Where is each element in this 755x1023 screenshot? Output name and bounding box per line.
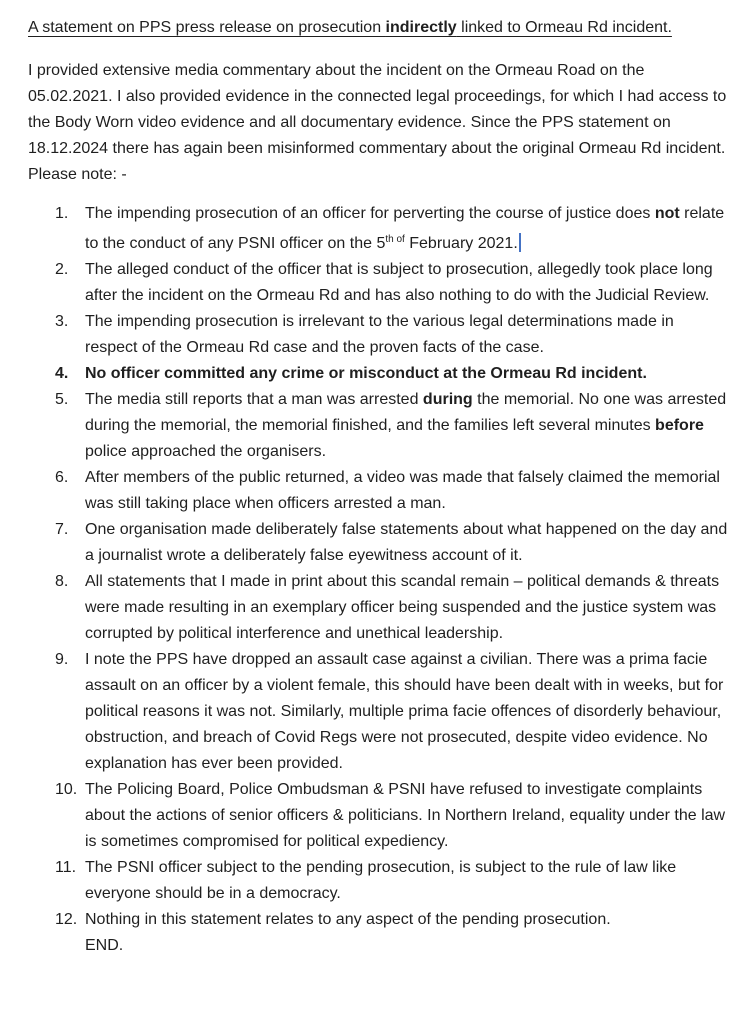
list-item-text: The Policing Board, Police Ombudsman & PSNI have refused to investigate complaints about the actions of senior officers & politicians. In Northern Ireland, equality under the law is sometimes compromised for political expediency. [85, 781, 726, 850]
list-item-text: No officer committed any crime or misconduct at the Ormeau Rd incident. [85, 365, 647, 382]
list-item [55, 361, 729, 387]
list-item-text: I note the PPS have dropped an assault case against a civilian. There was a prima facie assault on an officer by a violent female, this should have been dealt with in weeks, but for political reasons it was not. Similarly, multiple prima facie offences of disorderly behaviour, obstruction, and breach of Covid Regs were not prosecuted, despite video evidence. No explanation has ever been provided. [85, 651, 724, 772]
list-item [55, 907, 729, 959]
list-item-number: 7. [55, 521, 69, 538]
list-item-text: The impending prosecution is irrelevant to the various legal determinations made in respect of the Ormeau Rd case and the proven facts of the case. [85, 313, 674, 356]
list-item-text: The PSNI officer subject to the pending prosecution, is subject to the rule of law like everyone should be in a democracy. [85, 859, 677, 902]
list-item-text: The impending prosecution of an officer for perverting the course of justice does not relate to the conduct of any PSNI officer on the $5^{th of}$ February 2021. [85, 205, 725, 252]
list-item-text: After members of the public returned, a video was made that falsely claimed the memorial was still taking place when officers arrested a man. [85, 469, 720, 512]
list-item-number: 3. [55, 313, 69, 330]
document-title: A statement on PPS press release on prosecution indirectly linked to Ormeau Rd incident. [28, 19, 672, 36]
list-item-text: Nothing in this statement relates to any aspect of the pending prosecution. END. [85, 911, 611, 954]
list-item [55, 517, 729, 569]
numbered-list [28, 201, 729, 959]
list-item-text: The media still reports that a man was arrested during the memorial. No one was arrested during the memorial, the memorial finished, and the families left several minutes before police approached the organisers. [85, 391, 727, 460]
list-item-number: 9. [55, 651, 69, 668]
list-item-number: 5. [55, 391, 69, 408]
list-item-number: 12. [55, 911, 78, 928]
list-item [55, 777, 729, 855]
list-item-number: 10. [55, 781, 78, 798]
list-item [55, 465, 729, 517]
text-cursor [519, 233, 521, 252]
list-item-text: The alleged conduct of the officer that is subject to prosecution, allegedly took place long after the incident on the Ormeau Rd and has also nothing to do with the Judicial Review. [85, 261, 713, 304]
list-item [55, 257, 729, 309]
list-item-number: 2. [55, 261, 69, 278]
intro-paragraph: I provided extensive media commentary about the incident on the Ormeau Road on the 05.02.2021. I also provided evidence in the connected legal proceedings, for which I had access to the Body Worn video evidence and all documentary evidence. Since the PPS statement on 18.12.2024 there has again been misinformed commentary about the original Ormeau Rd incident. Please note: - [28, 62, 727, 183]
list-item-number: 4. [55, 365, 69, 382]
list-item [55, 569, 729, 647]
list-item [55, 201, 729, 257]
list-item [55, 855, 729, 907]
list-item-number: 11. [55, 859, 77, 876]
list-item [55, 647, 729, 777]
list-item-number: 6. [55, 469, 69, 486]
list-item-text: All statements that I made in print about this scandal remain – political demands & threats were made resulting in an exemplary officer being suspended and the justice system was corrupted by political interference and unethical leadership. [85, 573, 720, 642]
list-item [55, 309, 729, 361]
list-item [55, 387, 729, 465]
list-item-number: 1. [55, 205, 69, 222]
superscript-text: th of [385, 234, 405, 245]
list-item-text: One organisation made deliberately false statements about what happened on the day and a journalist wrote a deliberately false eyewitness account of it. [85, 521, 728, 564]
list-item-number: 8. [55, 573, 69, 590]
